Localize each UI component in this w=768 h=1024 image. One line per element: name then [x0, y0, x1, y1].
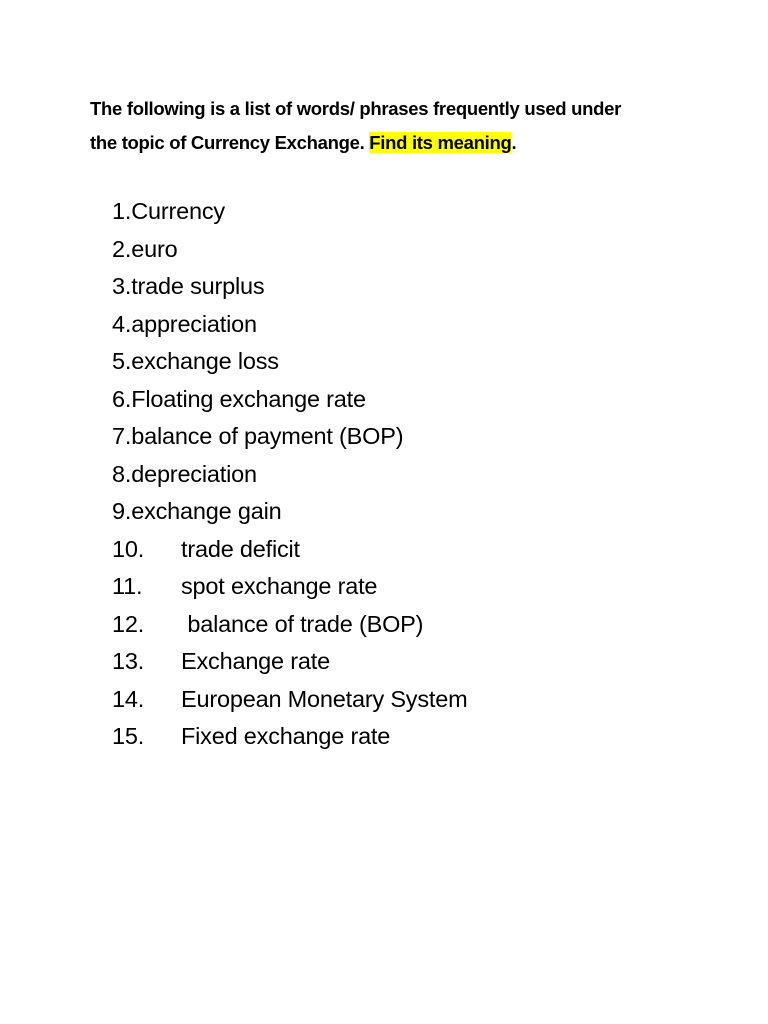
list-item [112, 306, 712, 344]
instruction-period: . [511, 132, 517, 153]
item-term: Fixed exchange rate [181, 723, 391, 749]
item-term: appreciation [131, 310, 257, 337]
instruction-line-2 [90, 126, 730, 160]
item-number: 9. [112, 498, 132, 524]
item-term: exchange loss [131, 348, 279, 374]
list-item [112, 643, 712, 681]
list-item [112, 193, 712, 231]
item-number: 12. [112, 610, 145, 637]
list-item [112, 718, 712, 756]
item-number: 13. [112, 648, 145, 674]
item-term: depreciation [131, 460, 257, 487]
list-item [112, 681, 712, 719]
item-term: European Monetary System [181, 685, 468, 712]
list-item [112, 456, 712, 494]
item-term: trade surplus [131, 273, 265, 299]
instruction-text [90, 92, 730, 160]
instruction-line-2-prefix: the topic of Currency Exchange. [90, 132, 370, 153]
list-item [112, 268, 712, 306]
item-number: 7. [112, 423, 132, 449]
list-item [112, 343, 712, 381]
list-item [112, 606, 712, 644]
item-term: exchange gain [131, 498, 282, 524]
item-number: 4. [112, 310, 132, 337]
item-number: 6. [112, 385, 132, 412]
instruction-line-1: The following is a list of words/ phrases frequently used under [90, 98, 622, 119]
item-number: 5. [112, 348, 132, 374]
item-term: Floating exchange rate [131, 385, 366, 412]
list-item [112, 568, 712, 606]
item-number: 15. [112, 723, 145, 749]
list-item [112, 531, 712, 569]
item-number: 10. [112, 535, 145, 562]
item-number: 8. [112, 460, 132, 487]
list-item [112, 381, 712, 419]
list-item [112, 418, 712, 456]
item-number: 14. [112, 685, 145, 712]
list-item [112, 231, 712, 269]
item-term: euro [131, 235, 178, 262]
item-term: trade deficit [181, 535, 300, 562]
item-term: Exchange rate [181, 648, 330, 674]
item-number: 3. [112, 273, 132, 299]
item-number: 1. [112, 198, 132, 224]
list-item [112, 493, 712, 531]
item-term: spot exchange rate [181, 573, 378, 599]
item-term: balance of trade (BOP) [181, 610, 424, 637]
item-term: balance of payment (BOP) [131, 423, 404, 449]
item-term: Currency [131, 198, 225, 224]
terms-list [112, 193, 712, 756]
item-number: 11. [112, 573, 143, 599]
highlighted-instruction: Find its meaning [369, 132, 512, 153]
item-number: 2. [112, 235, 132, 262]
